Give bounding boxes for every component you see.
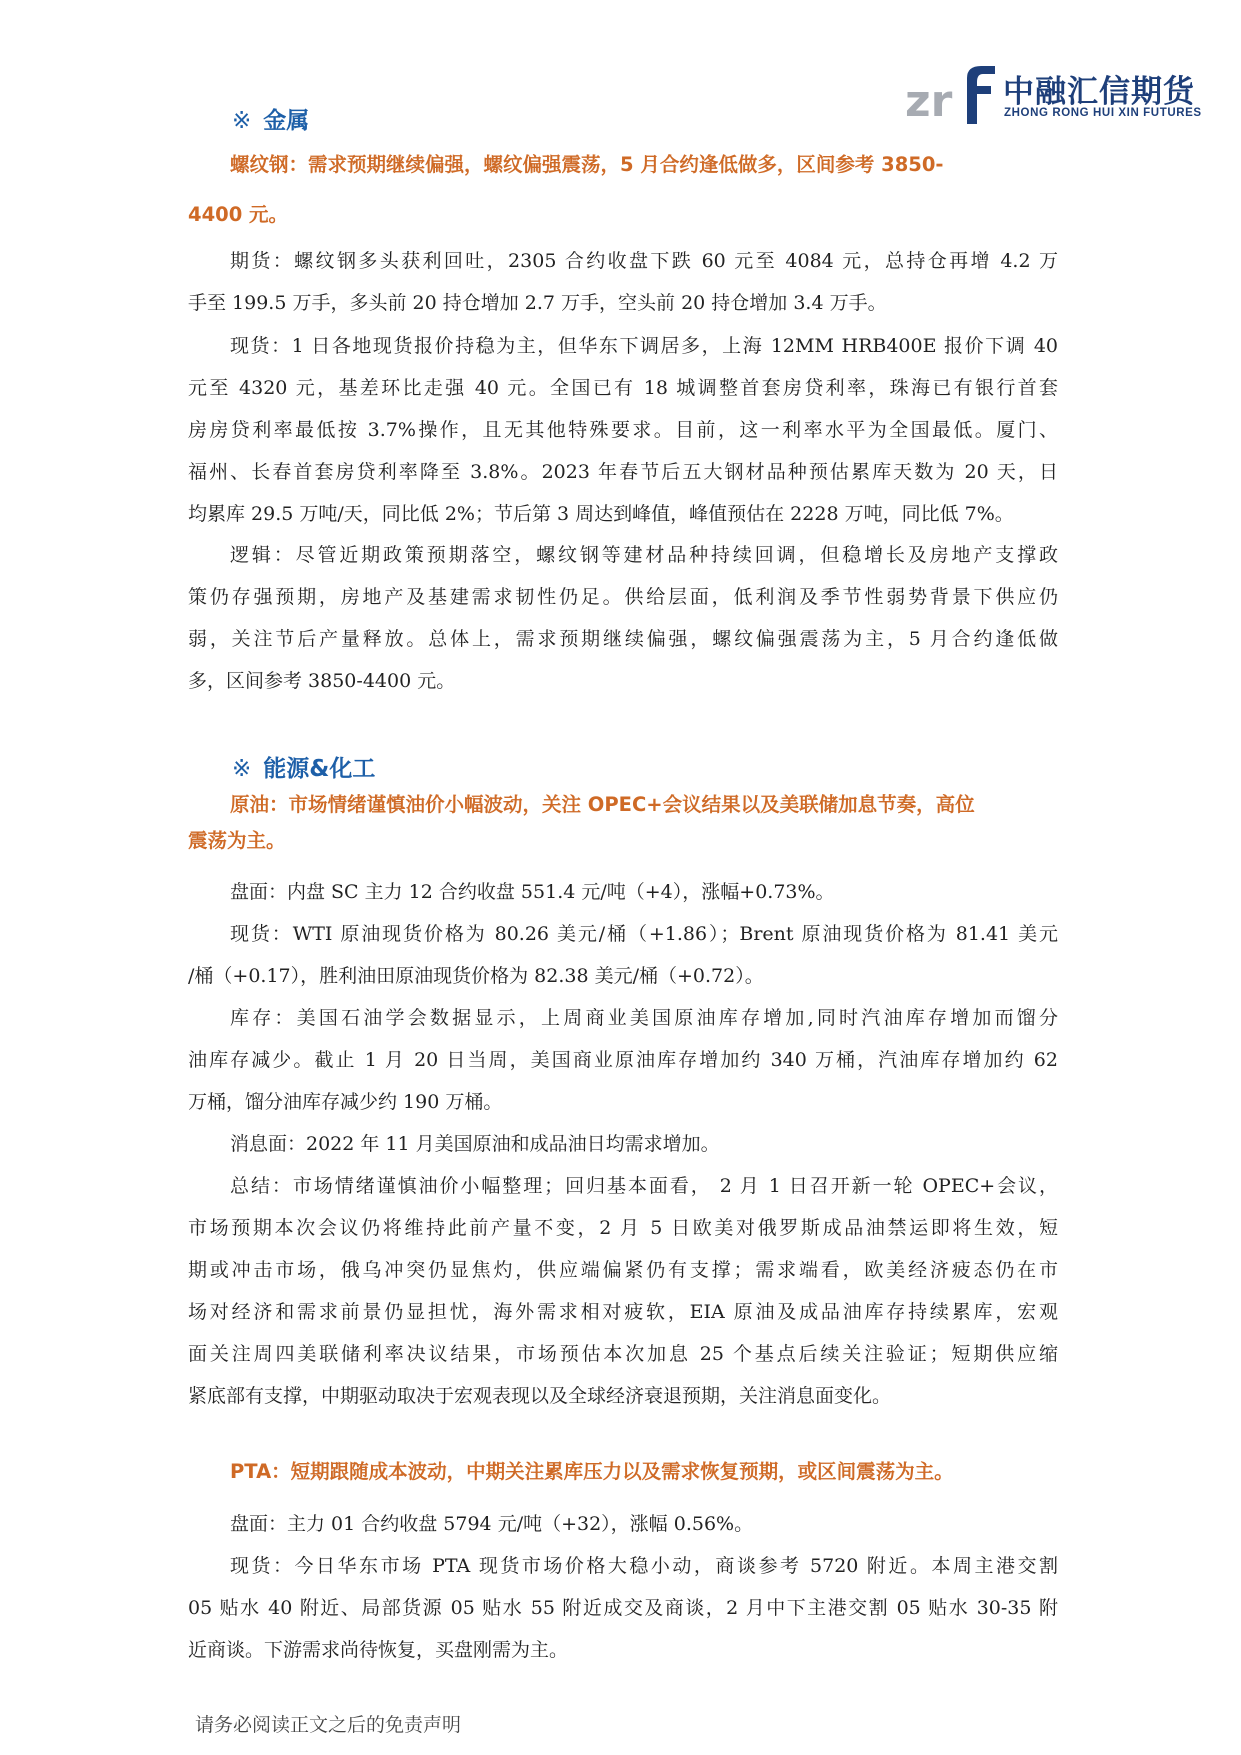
text-line: 库存：美国石油学会数据显示，上周商业美国原油库存增加,同时汽油库存增加而馏分 [230, 1007, 1058, 1029]
text-line: 期货：螺纹钢多头获利回吐，2305 合约收盘下跌 60 元至 4084 元，总持仓再增 4.2 万 [230, 250, 1058, 272]
text-line: 面关注周四美联储利率决议结果，市场预估本次加息 25 个基点后续关注验证；短期供应缩 [188, 1343, 1058, 1365]
text-line: 弱，关注节后产量释放。总体上，需求预期继续偏强，螺纹偏强震荡为主，5 月合约逢低做 [188, 628, 1058, 650]
text-line: 盘面：内盘 SC 主力 12 合约收盘 551.4 元/吨（+4），涨幅+0.73%。 [230, 881, 835, 903]
rebar-logic-paragraph [188, 534, 1058, 702]
text-line: 万桶，馏分油库存减少约 190 万桶。 [188, 1091, 503, 1113]
pta-panel-paragraph [188, 1503, 1058, 1545]
text-line: 元至 4320 元，基差环比走强 40 元。全国已有 18 城调整首套房贷利率，珠海已有银行首套 [188, 377, 1058, 399]
text-line: 福州、长春首套房贷利率降至 3.8%。2023 年春节后五大钢材品种预估累库天数为 20 天，日 [188, 461, 1058, 483]
text-line: 市场预期本次会议仍将维持此前产量不变，2 月 5 日欧美对俄罗斯成品油禁运即将生效，短 [188, 1217, 1058, 1239]
text-line: 场对经济和需求前景仍显担忧，海外需求相对疲软，EIA 原油及成品油库存持续累库，宏观 [188, 1301, 1058, 1323]
footer-disclaimer: 请务必阅读正文之后的免责声明 [195, 1714, 462, 1736]
text-line: 多，区间参考 3850-4400 元。 [188, 670, 456, 692]
company-logo [905, 62, 1202, 126]
pta-heading-line: PTA：短期跟随成本波动，中期关注累库压力以及需求恢复预期，或区间震荡为主。 [230, 1460, 954, 1483]
text-line: 手至 199.5 万手，多头前 20 持仓增加 2.7 万手，空头前 20 持仓增加 3.4 万手。 [188, 292, 887, 314]
text-line: 盘面：主力 01 合约收盘 5794 元/吨（+32），涨幅 0.56%。 [230, 1513, 754, 1535]
text-line: 近商谈。下游需求尚待恢复，买盘刚需为主。 [188, 1639, 569, 1661]
rebar-futures-paragraph [188, 240, 1058, 324]
crude-heading-line: 原油：市场情绪谨慎油价小幅波动，关注 OPEC+会议结果以及美联储加息节奏，高位 [230, 793, 975, 816]
text-line: 紧底部有支撑，中期驱动取决于宏观表现以及全球经济衰退预期，关注消息面变化。 [188, 1385, 892, 1407]
text-line: 总结：市场情绪谨慎油价小幅整理；回归基本面看， 2 月 1 日召开新一轮 OPEC+会议， [230, 1175, 1058, 1197]
crude-panel-paragraph [188, 871, 1058, 913]
text-line: 逻辑：尽管近期政策预期落空，螺纹钢等建材品种持续回调，但稳增长及房地产支撑政 [230, 544, 1058, 566]
svg-text:zr: zr [905, 76, 953, 126]
text-line: 油库存减少。截止 1 月 20 日当周，美国商业原油库存增加约 340 万桶，汽油库存增加约 62 [188, 1049, 1058, 1071]
rebar-spot-paragraph [188, 325, 1058, 535]
text-line: /桶（+0.17），胜利油田原油现货价格为 82.38 美元/桶（+0.72）。 [188, 965, 764, 987]
text-line: 消息面：2022 年 11 月美国原油和成品油日均需求增加。 [230, 1133, 720, 1155]
text-line: 期或冲击市场，俄乌冲突仍显焦灼，供应端偏紧仍有支撑；需求端看，欧美经济疲态仍在市 [188, 1259, 1058, 1281]
rebar-heading-line: 螺纹钢：需求预期继续偏强，螺纹偏强震荡，5 月合约逢低做多，区间参考 3850- [230, 153, 944, 176]
section-symbol: ※ [232, 756, 252, 782]
rebar-heading-line: 4400 元。 [188, 203, 289, 226]
rebar-heading [188, 144, 1058, 236]
pta-spot-paragraph [188, 1545, 1058, 1671]
company-name-cn: 中融汇信期货 [1003, 74, 1195, 110]
crude-heading-line: 震荡为主。 [188, 829, 286, 852]
text-line: 05 贴水 40 附近、局部货源 05 贴水 55 附近成交及商谈，2 月中下主港交割 05 贴水 30-35 附 [188, 1597, 1058, 1619]
crude-summary-paragraph [188, 1165, 1058, 1417]
crude-spot-paragraph [188, 913, 1058, 997]
text-line: 策仍存强预期，房地产及基建需求韧性仍足。供给层面，低利润及季节性弱势背景下供应仍 [188, 586, 1058, 608]
zrf-logo-mark [905, 62, 997, 126]
company-name-en: ZHONG RONG HUI XIN FUTURES [1004, 107, 1202, 119]
text-line: 现货：1 日各地现货报价持稳为主，但华东下调居多，上海 12MM HRB400E 报价下调 40 [230, 335, 1058, 357]
section-title: 能源&化工 [263, 756, 376, 782]
text-line: 现货：WTI 原油现货价格为 80.26 美元/桶（+1.86）；Brent 原油现货价格为 81.41 美元 [230, 923, 1058, 945]
section-heading-energy [232, 750, 375, 783]
text-line: 现货：今日华东市场 PTA 现货市场价格大稳小动，商谈参考 5720 附近。本周主港交割 [230, 1555, 1058, 1577]
text-line: 均累库 29.5 万吨/天，同比低 2%；节后第 3 周达到峰值，峰值预估在 2228 万吨，同比低 7%。 [188, 503, 1014, 525]
section-heading-metals [232, 102, 309, 135]
pta-heading [188, 1451, 1058, 1493]
crude-inventory-paragraph [188, 997, 1058, 1123]
section-title: 金属 [263, 108, 310, 134]
crude-news-paragraph [188, 1123, 1058, 1165]
crude-heading [188, 784, 1058, 862]
section-symbol: ※ [232, 108, 252, 134]
text-line: 房房贷利率最低按 3.7%操作，且无其他特殊要求。目前，这一利率水平为全国最低。厦门、 [188, 419, 1058, 441]
